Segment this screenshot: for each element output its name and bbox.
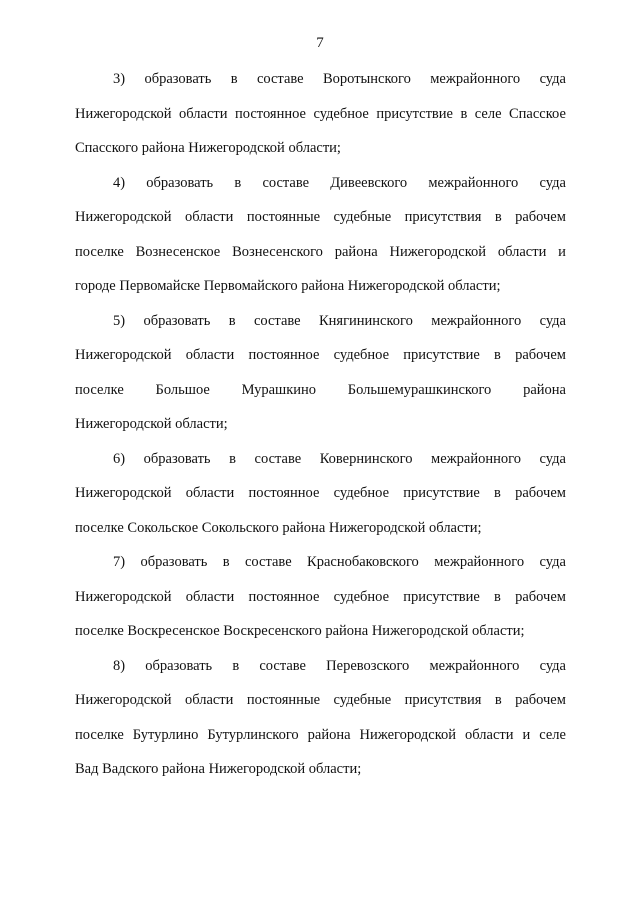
word: составе <box>254 450 302 467</box>
word: в <box>494 692 502 708</box>
word: поселке Сокольское Сокольского района Нижегородской области; <box>75 519 482 536</box>
word: Вознесенское <box>135 243 221 260</box>
word: постоянное <box>248 588 320 605</box>
word: присутствия <box>404 209 482 225</box>
word: межрайонного <box>431 450 521 467</box>
word: межрайонного <box>434 554 525 570</box>
word: межрайонного <box>430 71 521 87</box>
word: суда <box>539 554 566 570</box>
word: в <box>229 450 236 467</box>
word: в <box>460 105 468 122</box>
word: в <box>494 485 501 501</box>
word: составе <box>262 174 310 191</box>
word: образовать <box>140 554 208 570</box>
word: образовать <box>145 657 213 674</box>
word: селе <box>474 105 502 122</box>
word: Краснобаковского <box>307 554 419 570</box>
word: в <box>232 657 240 674</box>
word: судебные <box>333 692 392 708</box>
page-number: 7 <box>316 35 324 51</box>
word: в <box>228 312 236 329</box>
word: поселке <box>75 381 124 398</box>
word: Воротынского <box>322 71 411 87</box>
word: межрайонного <box>429 657 520 674</box>
word: в <box>494 588 501 605</box>
word: области <box>465 726 514 743</box>
word: Нижегородской <box>75 105 172 122</box>
word: селе <box>539 726 566 743</box>
word: в <box>234 174 242 191</box>
word: суда <box>539 657 566 674</box>
word: городе Первомайске Первомайского района Нижегородской области; <box>75 278 501 294</box>
word: судебное <box>333 588 390 605</box>
word: судебное <box>333 485 390 501</box>
paragraph-3 <box>75 304 566 442</box>
word: Нижегородской <box>75 209 172 225</box>
word: Нижегородской <box>389 243 487 260</box>
word: постоянное <box>235 105 306 122</box>
text-line <box>75 373 566 408</box>
text-line <box>75 269 566 304</box>
word: Мурашкино <box>241 381 317 398</box>
word: постоянные <box>246 209 321 225</box>
paragraph-1 <box>75 62 566 166</box>
word: Бутурлинского <box>207 726 299 743</box>
text-line <box>75 97 566 132</box>
paragraph-4 <box>75 442 566 546</box>
word: Большемурашкинского <box>347 381 492 398</box>
word: 4) <box>113 174 126 191</box>
word: составе <box>253 312 301 329</box>
word: образовать <box>143 312 211 329</box>
word: поселке <box>75 726 124 743</box>
word: области <box>179 105 228 122</box>
word: Большое <box>155 381 210 398</box>
text-line <box>75 580 566 615</box>
word: межрайонного <box>431 312 522 329</box>
word: образовать <box>143 450 211 467</box>
word: присутствие <box>403 588 480 605</box>
word: присутствия <box>404 692 482 708</box>
word: 3) <box>113 71 126 87</box>
word: области <box>184 692 234 708</box>
word: области <box>184 209 234 225</box>
word: в <box>494 347 501 363</box>
word: Перевозского <box>326 657 410 674</box>
word: суда <box>539 174 566 191</box>
text-line <box>75 442 566 477</box>
word: поселке Воскресенское Воскресенского района Нижегородской области; <box>75 623 525 639</box>
text-line <box>75 235 566 270</box>
word: образовать <box>146 174 214 191</box>
word: рабочем <box>515 485 566 501</box>
word: суда <box>539 71 566 87</box>
text-line <box>75 476 566 511</box>
word: района <box>334 243 378 260</box>
word: судебное <box>333 347 390 363</box>
word: рабочем <box>515 209 566 225</box>
text-line <box>75 752 566 787</box>
text-line <box>75 683 566 718</box>
word: Спасского района Нижегородской области; <box>75 140 341 156</box>
word: области <box>185 588 235 605</box>
text-line <box>75 614 566 649</box>
word: суда <box>539 312 566 329</box>
word: области <box>185 347 235 363</box>
word: 8) <box>113 657 126 674</box>
word: области <box>497 243 547 260</box>
word: Нижегородской <box>75 347 172 363</box>
text-line <box>75 545 566 580</box>
text-line <box>75 407 566 442</box>
word: в <box>222 554 230 570</box>
text-line <box>75 304 566 339</box>
paragraph-5 <box>75 545 566 649</box>
word: в <box>494 209 502 225</box>
word: и <box>522 726 531 743</box>
text-line <box>75 62 566 97</box>
word: Ковернинского <box>319 450 413 467</box>
word: межрайонного <box>428 174 519 191</box>
text-line <box>75 511 566 546</box>
paragraph-2 <box>75 166 566 304</box>
text-line <box>75 166 566 201</box>
word: рабочем <box>515 692 566 708</box>
word: Вознесенского <box>232 243 323 260</box>
word: составе <box>259 657 306 674</box>
word: 7) <box>113 554 126 570</box>
paragraph-6 <box>75 649 566 787</box>
word: судебное <box>313 105 369 122</box>
word: в <box>230 71 238 87</box>
word: 6) <box>113 450 126 467</box>
word: присутствие <box>376 105 453 122</box>
word: Дивеевского <box>330 174 408 191</box>
word: Вад Вадского района Нижегородской области; <box>75 761 362 777</box>
word: Нижегородской области; <box>75 416 228 432</box>
word: района <box>307 726 351 743</box>
word: поселке <box>75 243 124 260</box>
document-body <box>75 62 566 787</box>
word: постоянные <box>246 692 321 708</box>
word: 5) <box>113 312 126 329</box>
word: составе <box>245 554 292 570</box>
word: Спасское <box>509 105 566 122</box>
word: образовать <box>144 71 212 87</box>
word: и <box>558 243 566 260</box>
text-line <box>75 200 566 235</box>
word: составе <box>256 71 304 87</box>
word: Нижегородской <box>359 726 457 743</box>
text-line <box>75 131 566 166</box>
word: Нижегородской <box>75 485 172 501</box>
word: присутствие <box>403 485 480 501</box>
word: суда <box>539 450 566 467</box>
word: Нижегородской <box>75 692 172 708</box>
word: области <box>185 485 235 501</box>
word: Княгининского <box>318 312 413 329</box>
word: присутствие <box>403 347 480 363</box>
word: рабочем <box>515 588 566 605</box>
word: постоянное <box>248 347 320 363</box>
text-line <box>75 718 566 753</box>
word: постоянное <box>248 485 320 501</box>
text-line <box>75 649 566 684</box>
text-line <box>75 338 566 373</box>
word: Бутурлино <box>132 726 199 743</box>
word: района <box>523 381 566 398</box>
word: рабочем <box>515 347 566 363</box>
word: судебные <box>333 209 392 225</box>
word: Нижегородской <box>75 588 172 605</box>
